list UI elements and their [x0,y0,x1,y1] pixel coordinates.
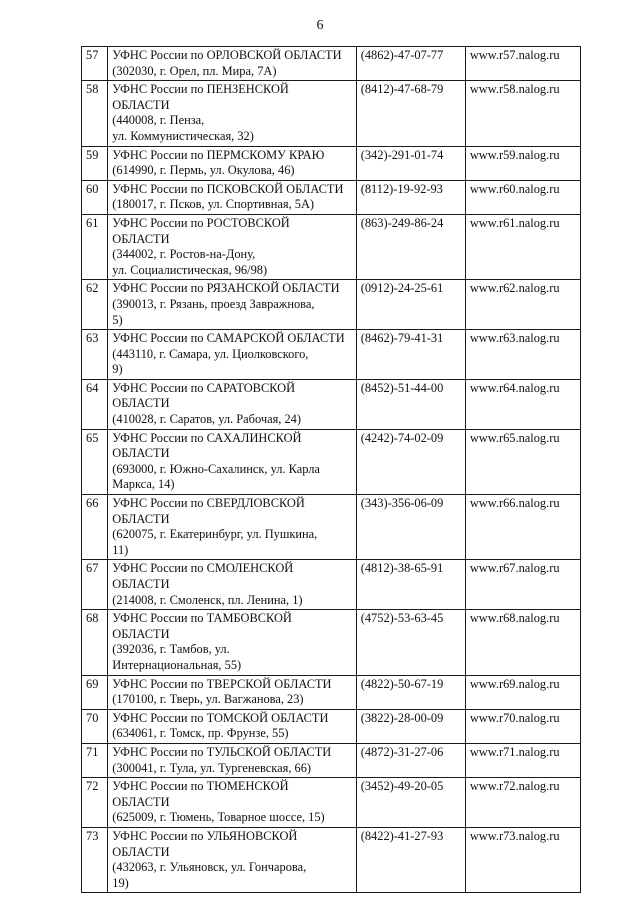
office-phone: (3822)-28-00-09 [356,709,465,743]
office-address-line: ОБЛАСТИ [112,794,170,809]
office-address-line: (344002, г. Ростов-на-Дону, [112,247,256,262]
office-address-line: (693000, г. Южно-Сахалинск, ул. Карла [112,461,320,476]
office-address-line: ул. Коммунистическая, 32) [112,128,254,143]
row-number: 67 [82,560,108,610]
office-address-line: (300041, г. Тула, ул. Тургеневская, 66) [112,760,312,775]
table-row [82,146,581,180]
table-row [82,610,581,675]
office-address-line: ОБЛАСТИ [112,844,170,859]
row-number: 62 [82,280,108,330]
office-name-address [108,180,356,214]
office-name-line: УФНС России по РОСТОВСКОЙ [112,215,290,230]
office-website: www.r70.nalog.ru [465,709,580,743]
office-name-address [108,675,356,709]
office-phone: (0912)-24-25-61 [356,280,465,330]
office-name-line: УФНС России по ПСКОВСКОЙ ОБЛАСТИ [112,181,344,196]
office-name-line: УФНС России по ТУЛЬСКОЙ ОБЛАСТИ [112,744,332,759]
row-number: 65 [82,429,108,494]
office-address-line: (170100, г. Тверь, ул. Вагжанова, 23) [112,692,304,707]
row-number: 69 [82,675,108,709]
office-name-line: УФНС России по УЛЬЯНОВСКОЙ [112,828,298,843]
office-phone: (4242)-74-02-09 [356,429,465,494]
office-phone: (4862)-47-07-77 [356,47,465,81]
office-name-address [108,330,356,380]
office-address-line: 5) [112,312,123,327]
office-phone: (8422)-41-27-93 [356,827,465,892]
office-address-line: (614990, г. Пермь, ул. Окулова, 46) [112,163,295,178]
table-row [82,675,581,709]
office-website: www.r62.nalog.ru [465,280,580,330]
office-phone: (343)-356-06-09 [356,495,465,560]
row-number: 72 [82,778,108,828]
office-phone: (4812)-38-65-91 [356,560,465,610]
row-number: 59 [82,146,108,180]
office-name-address [108,429,356,494]
office-name-line: УФНС России по СВЕРДЛОВСКОЙ [112,496,305,511]
office-name-address [108,214,356,279]
office-name-address [108,81,356,146]
office-website: www.r57.nalog.ru [465,47,580,81]
row-number: 64 [82,379,108,429]
office-name-line: УФНС России по ТВЕРСКОЙ ОБЛАСТИ [112,676,332,691]
office-address-line: (390013, г. Рязань, проезд Завражнова, [112,296,315,311]
office-website: www.r69.nalog.ru [465,675,580,709]
office-name-line: УФНС России по ПЕРМСКОМУ КРАЮ [112,147,325,162]
office-name-line: УФНС России по САРАТОВСКОЙ [112,380,296,395]
office-name-line: УФНС России по СМОЛЕНСКОЙ [112,561,294,576]
office-name-line: УФНС России по САМАРСКОЙ ОБЛАСТИ [112,331,345,346]
office-website: www.r58.nalog.ru [465,81,580,146]
office-name-line: УФНС России по ОРЛОВСКОЙ ОБЛАСТИ [112,48,342,62]
row-number: 71 [82,743,108,777]
office-name-line: УФНС России по РЯЗАНСКОЙ ОБЛАСТИ [112,281,340,296]
office-address-line: ОБЛАСТИ [112,577,170,591]
office-phone: (8462)-79-41-31 [356,330,465,380]
office-website: www.r72.nalog.ru [465,778,580,828]
office-phone: (8412)-47-68-79 [356,81,465,146]
office-address-line: ОБЛАСТИ [112,97,170,112]
office-phone: (3452)-49-20-05 [356,778,465,828]
office-address-line: Интернациональная, 55) [112,657,242,672]
table-row [82,827,581,892]
office-address-line: (410028, г. Саратов, ул. Рабочая, 24) [112,412,301,427]
office-phone: (4822)-50-67-19 [356,675,465,709]
table-row [82,47,581,81]
office-phone: (342)-291-01-74 [356,146,465,180]
office-website: www.r66.nalog.ru [465,495,580,560]
office-address-line: (214008, г. Смоленск, пл. Ленина, 1) [112,592,303,607]
office-address-line: (302030, г. Орел, пл. Мира, 7А) [112,63,277,78]
office-name-address [108,743,356,777]
office-phone: (8452)-51-44-00 [356,379,465,429]
office-address-line: ОБЛАСТИ [112,446,170,461]
office-name-address [108,47,356,81]
office-website: www.r59.nalog.ru [465,146,580,180]
row-number: 61 [82,214,108,279]
office-address-line: 9) [112,362,123,377]
office-name-address [108,495,356,560]
office-address-line: ул. Социалистическая, 96/98) [112,262,268,277]
office-phone: (863)-249-86-24 [356,214,465,279]
table-row [82,429,581,494]
office-address-line: ОБЛАСТИ [112,396,170,411]
office-address-line: 19) [112,875,129,890]
office-name-address [108,379,356,429]
office-name-line: УФНС России по ТАМБОВСКОЙ [112,611,292,626]
page-number: 6 [316,18,324,33]
table-row [82,743,581,777]
table-row [82,280,581,330]
office-name-address [108,610,356,675]
office-address-line: ОБЛАСТИ [112,231,170,246]
office-name-address [108,146,356,180]
office-website: www.r68.nalog.ru [465,610,580,675]
office-name-address [108,778,356,828]
office-name-line: УФНС России по ТОМСКОЙ ОБЛАСТИ [112,710,329,725]
office-address-line: (443110, г. Самара, ул. Циолковского, [112,346,309,361]
table-row [82,495,581,560]
row-number: 68 [82,610,108,675]
office-address-line: (625009, г. Тюмень, Товарное шоссе, 15) [112,810,325,825]
table-row [82,180,581,214]
table-row [82,560,581,610]
office-name-line: УФНС России по САХАЛИНСКОЙ [112,430,302,445]
office-name-address [108,709,356,743]
office-address-line: (620075, г. Екатеринбург, ул. Пушкина, [112,527,318,542]
row-number: 70 [82,709,108,743]
office-name-address [108,827,356,892]
office-website: www.r64.nalog.ru [465,379,580,429]
office-website: www.r73.nalog.ru [465,827,580,892]
row-number: 60 [82,180,108,214]
office-website: www.r67.nalog.ru [465,560,580,610]
office-address-line: (440008, г. Пенза, [112,113,205,128]
row-number: 57 [82,47,108,81]
table-row [82,81,581,146]
table-row [82,379,581,429]
office-address-line: Маркса, 14) [112,477,175,492]
office-address-line: (392036, г. Тамбов, ул. [112,642,230,657]
tax-office-table [81,46,581,893]
office-name-address [108,280,356,330]
office-phone: (8112)-19-92-93 [356,180,465,214]
office-address-line: ОБЛАСТИ [112,511,170,526]
tax-office-table-body [82,47,581,893]
table-row [82,709,581,743]
office-address-line: (180017, г. Псков, ул. Спортивная, 5А) [112,197,315,212]
table-row [82,214,581,279]
office-website: www.r61.nalog.ru [465,214,580,279]
office-address-line: (432063, г. Ульяновск, ул. Гончарова, [112,860,307,875]
office-name-line: УФНС России по ТЮМЕНСКОЙ [112,779,289,794]
row-number: 66 [82,495,108,560]
office-website: www.r63.nalog.ru [465,330,580,380]
row-number: 58 [82,81,108,146]
office-address-line: (634061, г. Томск, пр. Фрунзе, 55) [112,726,289,741]
office-name-line: УФНС России по ПЕНЗЕНСКОЙ [112,82,289,97]
office-phone: (4872)-31-27-06 [356,743,465,777]
row-number: 73 [82,827,108,892]
office-phone: (4752)-53-63-45 [356,610,465,675]
row-number: 63 [82,330,108,380]
office-website: www.r60.nalog.ru [465,180,580,214]
table-row [82,330,581,380]
office-website: www.r65.nalog.ru [465,429,580,494]
office-website: www.r71.nalog.ru [465,743,580,777]
table-row [82,778,581,828]
office-address-line: ОБЛАСТИ [112,626,170,641]
office-name-address [108,560,356,610]
office-address-line: 11) [112,542,129,557]
